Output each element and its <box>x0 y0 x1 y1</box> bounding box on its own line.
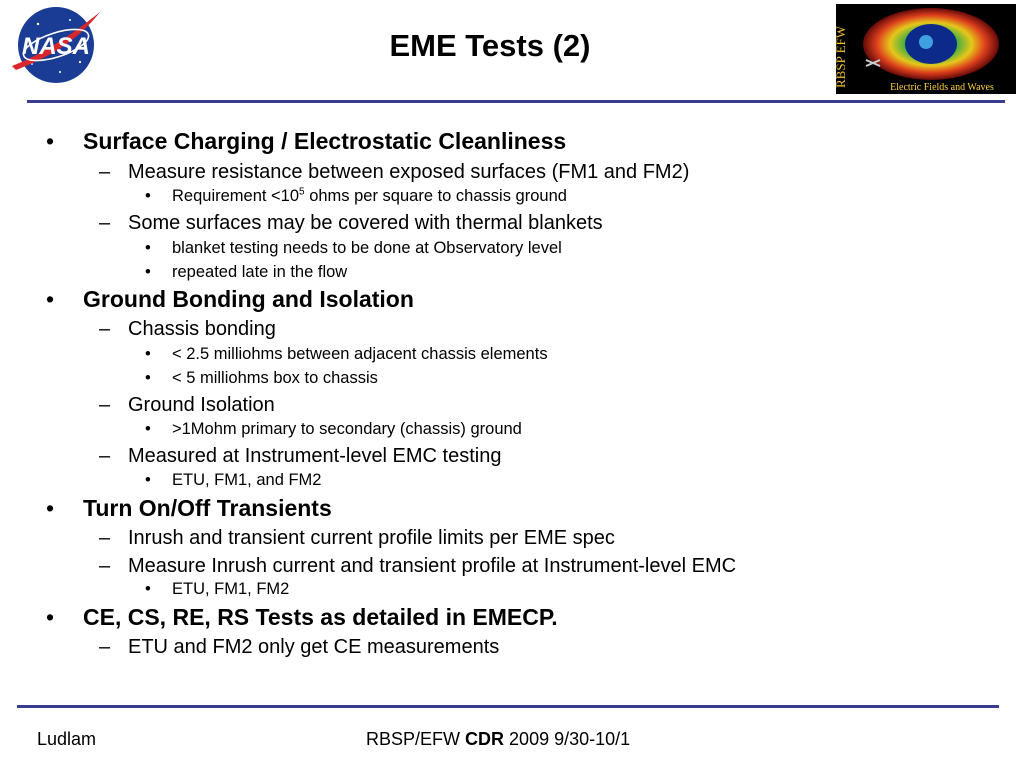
bullet-level2-item <box>99 445 502 467</box>
footer-author: Ludlam <box>37 729 97 749</box>
bullet-text: Some surfaces may be covered with thermal blankets <box>128 212 603 234</box>
dash-bullet-icon: – <box>99 161 111 183</box>
dash-bullet-icon: – <box>99 445 111 467</box>
bullet-level1-item <box>46 495 332 521</box>
bullet-level3-item <box>145 186 567 205</box>
bullet-icon: • <box>145 369 151 387</box>
dash-bullet-icon: – <box>99 212 111 234</box>
efw-logo-caption: Electric Fields and Waves <box>890 82 994 93</box>
bullet-text: Turn On/Off Transients <box>83 495 332 521</box>
bullet-text: Ground Bonding and Isolation <box>83 286 414 312</box>
bullet-icon: • <box>145 239 151 257</box>
bullet-level3-item <box>145 263 348 281</box>
title-divider <box>27 100 1005 103</box>
efw-logo-side-text: RBSP EFW <box>833 25 848 88</box>
bullet-superscript: 5 <box>299 186 305 198</box>
bullet-text: Measure Inrush current and transient profile at Instrument-level EMC <box>128 555 737 577</box>
bullet-text: CE, CS, RE, RS Tests as detailed in EMECP. <box>83 604 558 630</box>
dash-bullet-icon: – <box>99 318 111 340</box>
bullet-level2-item <box>99 555 737 577</box>
bullet-icon: • <box>46 128 55 154</box>
footer-review: CDR <box>465 729 505 749</box>
bullet-icon: • <box>145 345 151 363</box>
dash-bullet-icon: – <box>99 527 111 549</box>
bullet-text: Requirement <10 <box>172 187 300 205</box>
bullet-level2-item <box>99 636 500 658</box>
bullet-level2-item <box>99 161 690 183</box>
bullet-icon: • <box>145 420 151 438</box>
bullet-level2-item <box>99 318 276 340</box>
bullet-level2-item <box>99 527 615 549</box>
bullet-text: < 2.5 milliohms between adjacent chassis elements <box>172 345 548 363</box>
rbsp-efw-logo-icon <box>833 4 1016 94</box>
bullet-level2-item <box>99 212 603 234</box>
bullet-text: Inrush and transient current profile limits per EME spec <box>128 527 615 549</box>
bullet-text: >1Mohm primary to secondary (chassis) ground <box>172 420 522 438</box>
footer-date: 2009 9/30-10/1 <box>509 729 631 749</box>
bullet-level2-item <box>99 394 275 416</box>
footer-project-name: RBSP/EFW <box>366 729 461 749</box>
bullet-icon: • <box>46 604 55 630</box>
bullet-text: Measure resistance between exposed surfaces (FM1 and FM2) <box>128 161 690 183</box>
bullet-text: ETU and FM2 only get CE measurements <box>128 636 500 658</box>
footer-divider <box>17 705 999 708</box>
bullet-icon: • <box>46 286 55 312</box>
dash-bullet-icon: – <box>99 394 111 416</box>
dash-bullet-icon: – <box>99 555 111 577</box>
bullet-text: Ground Isolation <box>128 394 275 416</box>
bullet-text: < 5 milliohms box to chassis <box>172 369 378 387</box>
bullet-text: Chassis bonding <box>128 318 276 340</box>
bullet-level3-item <box>145 580 290 598</box>
bullet-icon: • <box>145 471 151 489</box>
footer-project <box>366 729 630 750</box>
bullet-text: ETU, FM1, FM2 <box>172 580 290 598</box>
bullet-level3-item <box>145 369 378 387</box>
bullet-level1-item <box>46 604 558 630</box>
bullet-text: ETU, FM1, and FM2 <box>172 471 322 489</box>
bullet-level3-item <box>145 471 322 489</box>
slide-title: EME Tests (2) <box>389 28 591 63</box>
bullet-icon: • <box>145 263 151 281</box>
bullet-level1-item <box>46 128 567 154</box>
nasa-logo-text: NASA <box>21 33 91 60</box>
bullet-text-continued: ohms per square to chassis ground <box>304 187 567 205</box>
bullet-icon: • <box>46 495 55 521</box>
bullet-level1-item <box>46 286 414 312</box>
bullet-level3-item <box>145 345 548 363</box>
bullet-text: repeated late in the flow <box>172 263 348 281</box>
bullet-icon: • <box>145 580 151 598</box>
bullet-text: Measured at Instrument-level EMC testing <box>128 445 502 467</box>
bullet-text: Surface Charging / Electrostatic Cleanliness <box>83 128 567 154</box>
bullet-text: blanket testing needs to be done at Observatory level <box>172 239 562 257</box>
dash-bullet-icon: – <box>99 636 111 658</box>
bullet-icon: • <box>145 187 151 205</box>
bullet-level3-item <box>145 420 522 438</box>
bullet-level3-item <box>145 239 562 257</box>
